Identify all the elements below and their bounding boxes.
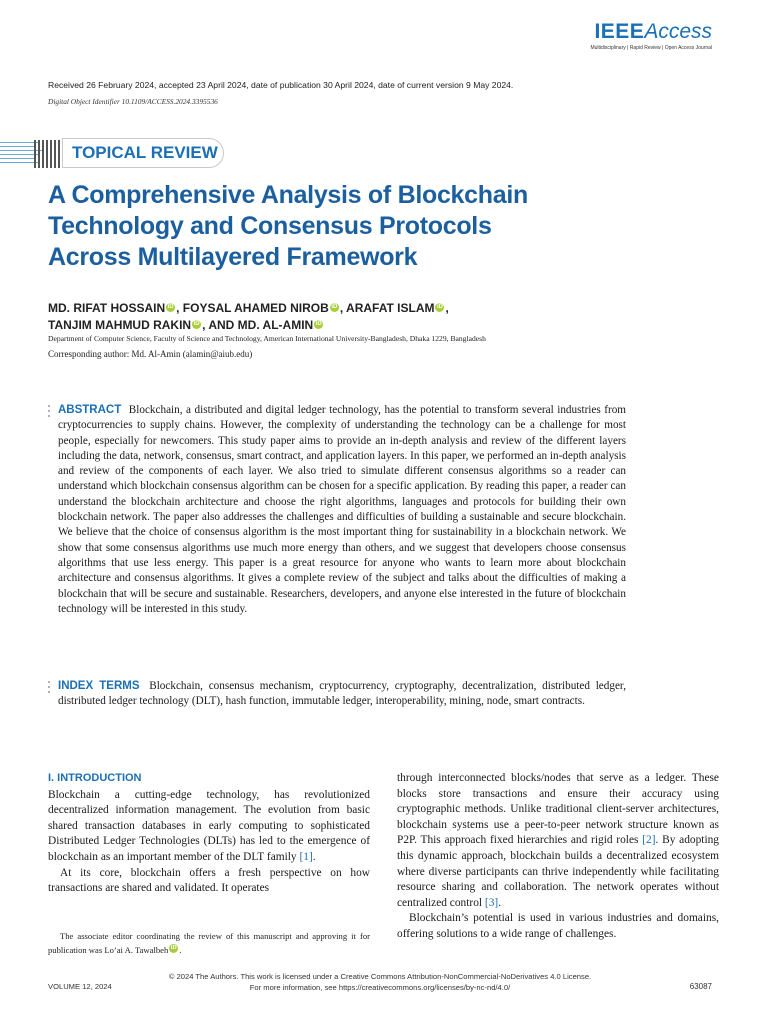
author-name: MD. RIFAT HOSSAIN — [48, 301, 166, 315]
abstract-text: Blockchain, a distributed and digital ledger technology, has the potential to transform several industries from cryptocurrencies to supply chains. However, the complexity of understanding the technology can be a challenge for most people, especially for newcomers. This study paper aims to provide an in-depth analysis and review of the different layers including the data, network, consensus, smart contract, and application layers. In this paper, we performed an in-depth analysis and review of the components of each layer. We also tried to simulate different consensus algorithms so a reader can understand which blockchain consensus algorithm can be chosen for a specific application. By reading this paper, a reader can understand the blockchain architecture and choose the right algorithms, languages and protocols for building their own blockchain network. The paper also addresses the challenges and difficulties of building a sustainable and secure blockchain. We believe that the choice of consensus algorithm is the most important thing for sustainability in a blockchain network. We show that some consensus algorithms use much more energy than others, and we suggest that developers choose consensus algorithms that use less energy. This paper is a great resource for anyone who wants to learn more about blockchain architecture and consensus algorithms. It gives a complete review of the subject and talks about the difficulties of making a blockchain that will be secure and sustainable. Researchers, developers, and anyone else interested in the future of blockchain technology will be interested in this study. — [58, 404, 627, 615]
orcid-icon[interactable]: iD — [167, 304, 174, 310]
body-column-right — [397, 771, 719, 943]
license-notice — [130, 971, 630, 993]
banner-label: TOPICAL REVIEW — [72, 143, 218, 162]
received-dates: Received 26 February 2024, accepted 23 April 2024, date of publication 30 April 2024, date of current version 9 May 2024. — [48, 80, 514, 90]
author-name: FOYSAL AHAMED NIROB — [182, 301, 329, 315]
license-line: © 2024 The Authors. This work is licensed under a Creative Commons Attribution-NonCommercial-NoDerivatives 4.0 License. — [168, 972, 592, 981]
author-separator: , — [445, 301, 449, 315]
journal-logo — [590, 20, 712, 51]
citation-link[interactable]: [1] — [299, 850, 313, 863]
author-separator: , — [176, 301, 183, 315]
banner-bars-decoration — [34, 140, 64, 168]
citation-link[interactable]: [3] — [484, 896, 499, 909]
citation-link[interactable]: [2] — [642, 834, 656, 847]
index-terms — [58, 679, 626, 710]
paragraph: Blockchain’s potential is used in various industries and domains, offering solutions to a wide range of challenges. — [397, 912, 719, 940]
author-name: ARAFAT ISLAM — [346, 301, 435, 315]
editor-footnote: The associate editor coordinating the review of this manuscript and approving it for publication was Lo’ai A. Tawalbeh iD . — [48, 931, 370, 955]
orcid-icon[interactable]: iD — [315, 321, 322, 327]
orcid-icon[interactable]: iD — [331, 304, 338, 310]
page-number: 63087 — [689, 982, 712, 991]
abstract-label: ABSTRACT — [58, 404, 122, 416]
author-name: MD. AL-AMIN — [237, 318, 314, 332]
affiliation: Department of Computer Science, Faculty of Science and Technology, American International University-Bangladesh, Dhaka 1229, Bangladesh — [48, 334, 486, 343]
topical-review-banner — [0, 136, 230, 170]
author-list — [48, 300, 648, 334]
license-link[interactable]: For more information, see https://creativecommons.org/licenses/by-nc-nd/4.0/ — [249, 983, 511, 992]
abstract — [58, 403, 626, 617]
author-name: TANJIM MAHMUD RAKIN — [48, 318, 192, 332]
index-terms-label: INDEX TERMS — [58, 680, 140, 692]
orcid-icon[interactable]: iD — [193, 321, 200, 327]
paragraph: through interconnected blocks/nodes that serve as a ledger. These blocks store transactions and ensure their accuracy using cryptographic methods. Unlike traditional client-server architectures, blockchain systems use a peer-to-peer network structure known as P2P. This approach fixed hierarchies and rigid roles [2]. By adopting this dynamic approach, blockchain builds a decentralized ecosystem where diverse participants can thrive independently while facilitating resource sharing and collaboration. The network operates without centralized control [3]. — [397, 772, 720, 909]
corresponding-author: Corresponding author: Md. Al-Amin (alamin@aiub.edu) — [48, 349, 253, 359]
author-separator: , AND — [202, 318, 238, 332]
index-terms-dots-decoration — [48, 681, 51, 696]
logo-tagline: Multidisciplinary | Rapid Review | Open Access Journal — [590, 45, 712, 51]
volume-label: VOLUME 12, 2024 — [48, 982, 112, 991]
index-terms-text: Blockchain, consensus mechanism, cryptocurrency, cryptography, decentralization, distributed ledger, distributed ledger technology (DLT), hash function, immutable ledger, interoperability, mining, node, smart contracts. — [58, 680, 626, 708]
article-title: A Comprehensive Analysis of Blockchain Technology and Consensus Protocols Across Multilayered Framework — [48, 181, 528, 271]
logo-access: Access — [644, 20, 712, 43]
paragraph: At its core, blockchain offers a fresh perspective on how transactions are shared and validated. It operates — [48, 866, 370, 895]
orcid-icon[interactable]: iD — [170, 945, 177, 951]
body-column-left — [48, 771, 370, 897]
orcid-icon[interactable]: iD — [436, 304, 443, 310]
abstract-dots-decoration — [48, 405, 51, 420]
paragraph: Blockchain a cutting-edge technology, has revolutionized decentralized information management. The evolution from basic shared transaction databases in early computing to sophisticated Distributed Ledger Technologies (DLTs) has led to the emergence of blockchain as an important member of the DLT family [1]. — [48, 788, 370, 863]
logo-ieee: IEEE — [594, 20, 645, 43]
section-heading: I. INTRODUCTION — [48, 772, 142, 784]
doi: Digital Object Identifier 10.1109/ACCESS.2024.3395536 — [48, 97, 218, 106]
author-separator: , — [339, 301, 347, 315]
